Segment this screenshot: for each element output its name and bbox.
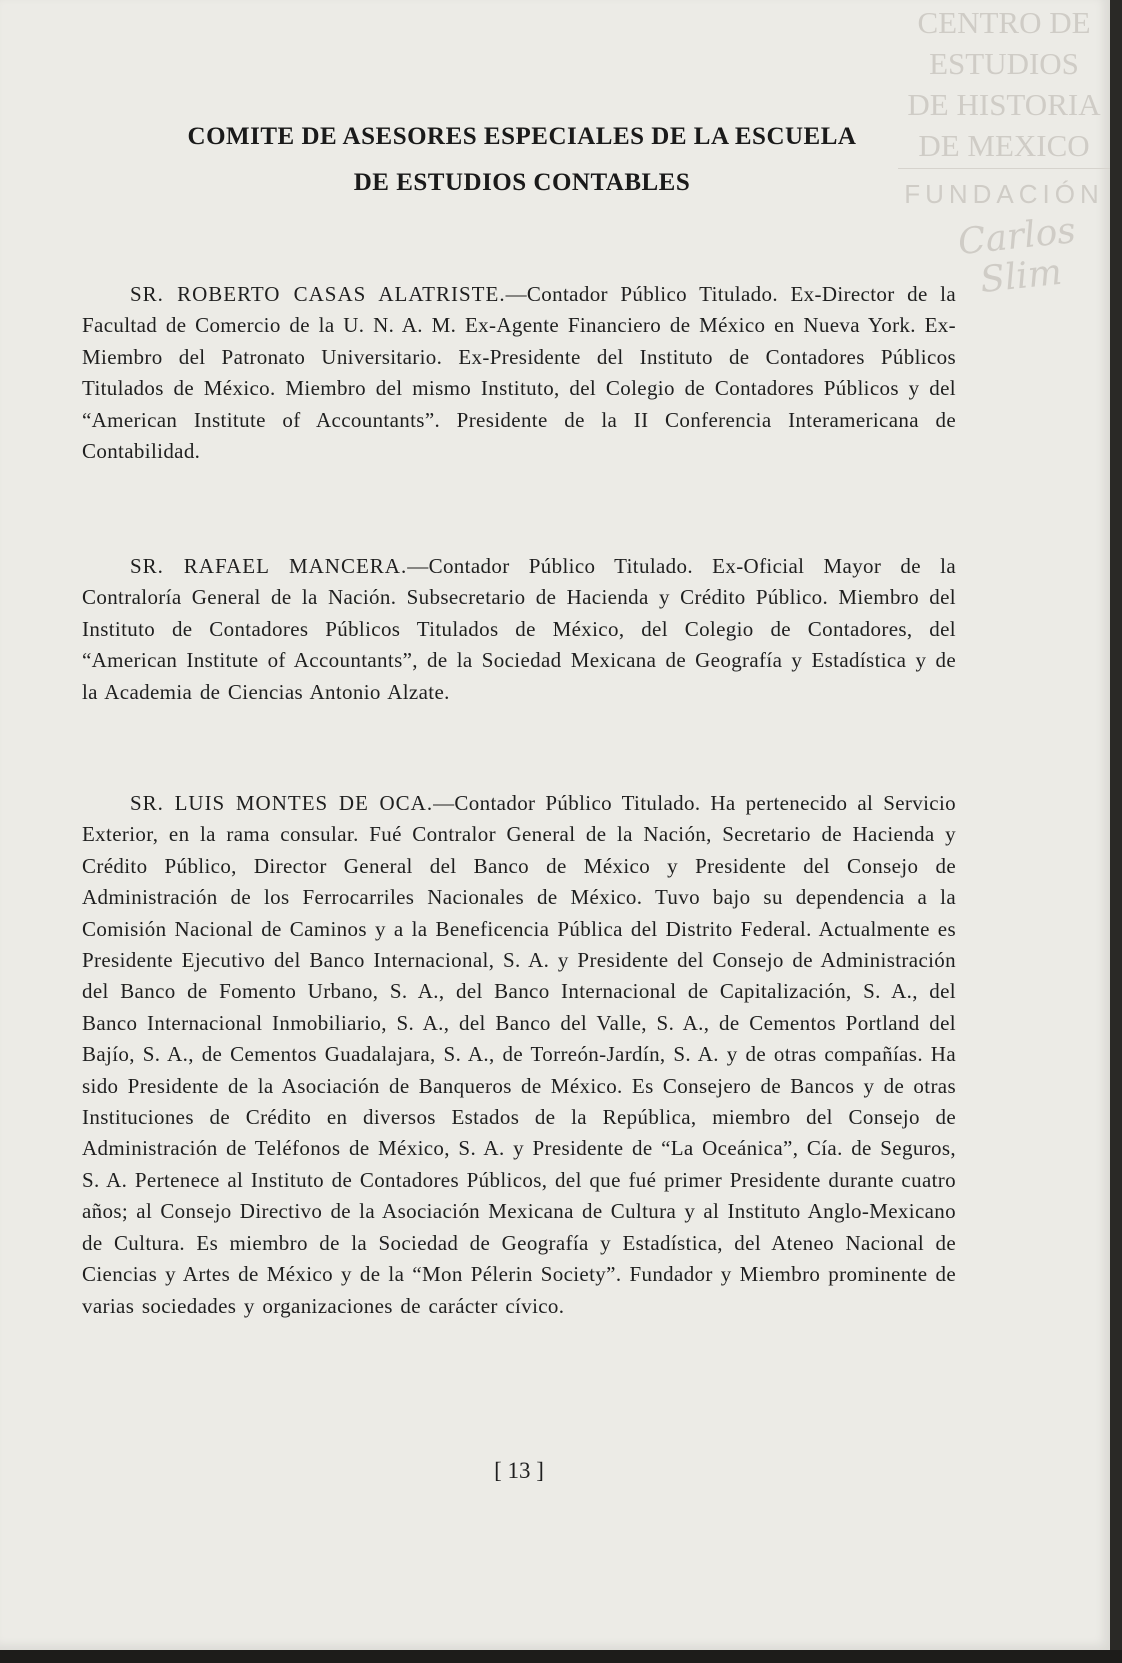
page-number: [ 13 ] <box>494 1458 544 1483</box>
member-entry <box>82 551 956 708</box>
watermark-line: ESTUDIOS <box>929 46 1079 81</box>
watermark-line: DE MEXICO <box>918 128 1090 163</box>
scan-edge-bottom <box>0 1650 1122 1663</box>
scan-edge-right <box>1110 0 1122 1663</box>
watermark-foundation: FUNDACIÓN <box>904 179 1104 209</box>
member-name: SR. LUIS MONTES DE OCA. <box>130 791 434 815</box>
title-line: COMITE DE ASESORES ESPECIALES DE LA ESCUELA <box>187 123 857 150</box>
member-name: SR. ROBERTO CASAS ALATRISTE. <box>130 282 506 306</box>
title-line: DE ESTUDIOS CONTABLES <box>353 169 691 196</box>
watermark-line: DE HISTORIA <box>907 87 1101 122</box>
member-entry <box>82 279 956 467</box>
member-entry <box>82 788 956 1322</box>
member-description: —Contador Público Titulado. Ex-Oficial Mayor de la Contraloría General de la Nación. Subsecretario de Hacienda y Crédito Público. Miembro del Instituto de Contadores Públicos Titulados de México, del Colegio de Contadores, del “American Institute of Accountants”, de la Sociedad Mexicana de Geografía y Estadística y de la Academia de Ciencias Antonio Alzate. <box>82 554 957 704</box>
watermark-signature: Carlos Slim <box>956 210 1078 302</box>
page-title <box>82 114 962 206</box>
member-name: SR. RAFAEL MANCERA. <box>130 554 408 578</box>
member-description: —Contador Público Titulado. Ex-Director de la Facultad de Comercio de la U. N. A. M. Ex-Agente Financiero de México en Nueva York. Ex-Miembro del Patronato Universitario. Ex-Presidente del Instituto de Contadores Públicos Titulados de México. Miembro del mismo Instituto, del Colegio de Contadores Públicos y del “American Institute of Accountants”. Presidente de la II Conferencia Interamericana de Contabilidad. <box>82 282 956 464</box>
watermark-line: CENTRO DE <box>917 5 1091 40</box>
member-description: —Contador Público Titulado. Ha pertenecido al Servicio Exterior, en la rama consular. Fué Contralor General de la Nación, Secretario de Hacienda y Crédito Público, Director General del Banco de México y Presidente del Consejo de Administración de los Ferrocarriles Nacionales de México. Tuvo bajo su dependencia a la Comisión Nacional de Caminos y a la Beneficencia Pública del Distrito Federal. Actualmente es Presidente Ejecutivo del Banco Internacional, S. A. y Presidente del Consejo de Administración del Banco de Fomento Urbano, S. A., del Banco Internacional de Capitalización, S. A., del Banco Internacional Inmobiliario, S. A., del Banco del Valle, S. A., de Cementos Portland del Bajío, S. A., de Cementos Guadalajara, S. A., de Torreón-Jardín, S. A. y de otras compañías. Ha sido Presidente de la Asociación de Banqueros de México. Es Consejero de Bancos y de otras Instituciones de Crédito en diversos Estados de la República, miembro del Consejo de Administración de Teléfonos de México, S. A. y Presidente de “La Oceánica”, Cía. de Seguros, S. A. Pertenece al Instituto de Contadores Públicos, del que fué primer Presidente durante cuatro años; al Consejo Directivo de la Asociación Mexicana de Cultura y al Instituto Anglo-Mexicano de Cultura. Es miembro de la Sociedad de Geografía y Estadística, del Ateneo Nacional de Ciencias y Artes de México y de la “Mon Pélerin Society”. Fundador y Miembro prominente de varias sociedades y organizaciones de carácter cívico. <box>82 791 956 1318</box>
